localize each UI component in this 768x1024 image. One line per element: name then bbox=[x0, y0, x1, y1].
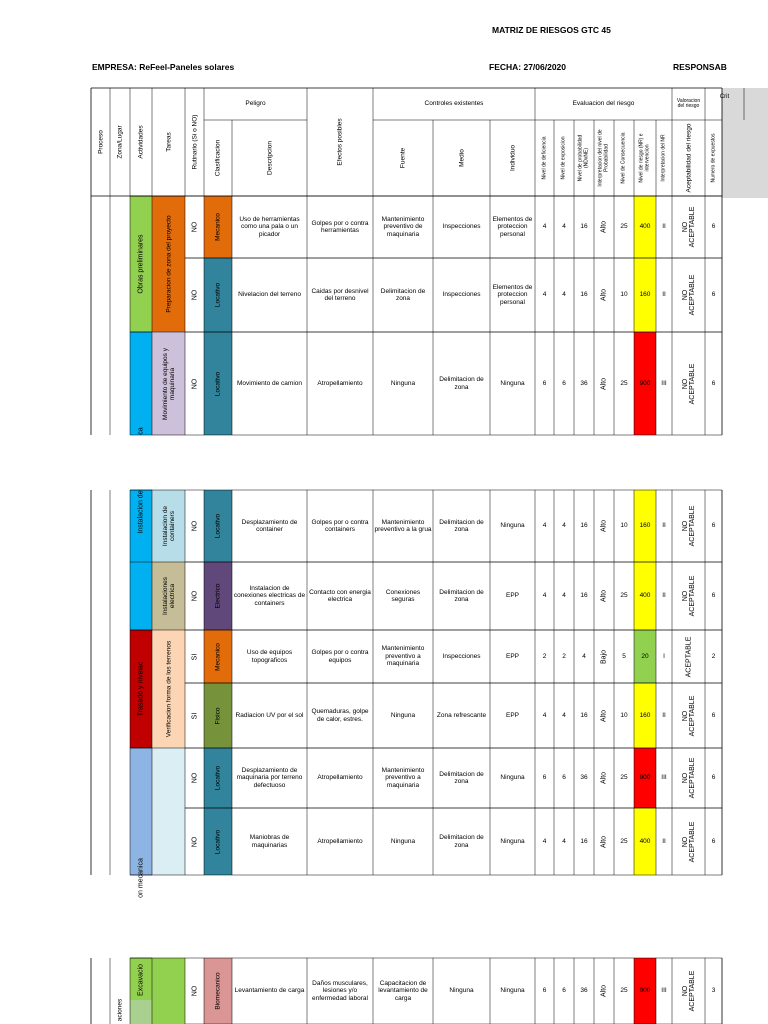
cell-text: on mecanica bbox=[137, 858, 145, 898]
cell-text: Ninguna bbox=[500, 987, 525, 995]
cell-text: III bbox=[661, 987, 667, 995]
cell-text: Radiacion UV por el sol bbox=[235, 711, 304, 719]
cell-text: Locativo bbox=[214, 513, 222, 539]
cell-text: Ninguna bbox=[390, 711, 416, 719]
cell-text: 4 bbox=[542, 291, 547, 299]
cell-text: 4 bbox=[542, 837, 547, 845]
cell-text: NO ACEPTABLE bbox=[681, 970, 696, 1012]
cell-text: Nivel de riesgo (NR) e intervencion bbox=[638, 133, 650, 183]
cell-text: II bbox=[662, 522, 666, 530]
cell-text: 4 bbox=[562, 592, 566, 600]
cell-text: 6 bbox=[711, 522, 716, 530]
cell-text: 16 bbox=[580, 223, 588, 231]
cell-text: 6 bbox=[562, 774, 566, 782]
cell-text: Instalacion de bbox=[137, 490, 145, 534]
cell-text: 5 bbox=[622, 652, 626, 660]
cell-text: 3 bbox=[711, 987, 716, 995]
cell-text: 10 bbox=[620, 522, 628, 530]
cell-text: Desplazamiento de container bbox=[241, 518, 298, 533]
cell-text: Controles existentes bbox=[424, 100, 484, 108]
cell-text: Locativo bbox=[214, 371, 222, 396]
cell-text: 25 bbox=[620, 592, 628, 600]
cell-text: 160 bbox=[639, 291, 651, 299]
cell-text: 25 bbox=[620, 774, 628, 782]
cell-text: Inspecciones bbox=[442, 291, 481, 299]
cell-text: 4 bbox=[562, 291, 566, 299]
cell-text: NO ACEPTABLE bbox=[681, 363, 696, 404]
cell-text: Instalacion de containers bbox=[161, 505, 176, 547]
cell-text: Alto bbox=[600, 984, 608, 998]
cell-text: Caidas por desnivel del terreno bbox=[311, 287, 369, 302]
cell-text: 900 bbox=[639, 379, 651, 387]
cell-text: Evaluacion del riesgo bbox=[572, 100, 635, 108]
cell-text: 6 bbox=[711, 774, 716, 782]
cell-text: 4 bbox=[542, 223, 547, 231]
cell-text: Atropellamiento bbox=[317, 774, 363, 782]
cell-text: 10 bbox=[620, 291, 628, 299]
cell-text: 400 bbox=[639, 837, 651, 845]
cell-text: Quemaduras, golpe de calor, estres. bbox=[311, 708, 369, 723]
cell-text: Instalacion de conexiones electricas de containers bbox=[233, 584, 306, 607]
cell-text: 6 bbox=[542, 774, 547, 782]
cell-text: 25 bbox=[620, 987, 628, 995]
cell-text: Descripcion bbox=[266, 141, 273, 175]
cell-text: Inspecciones bbox=[442, 652, 481, 660]
cell-text: 900 bbox=[639, 987, 651, 995]
cell-text: NO bbox=[191, 221, 198, 233]
cell-text: Electrico bbox=[214, 583, 222, 609]
cell-text: aciones bbox=[116, 998, 124, 1021]
cell-text: Alto bbox=[600, 771, 608, 785]
cell-text: 6 bbox=[542, 379, 547, 387]
cell-text: 4 bbox=[562, 711, 566, 719]
cell-text: Daños musculares, lesiones y/o enfermedad laboral bbox=[311, 979, 368, 1002]
cell-text: Golpes por o contra herramientas bbox=[311, 219, 369, 234]
cell-text: 16 bbox=[580, 837, 588, 845]
cell-text: 36 bbox=[580, 774, 588, 782]
cell-text: Delimitacion de zona bbox=[439, 588, 484, 603]
cell-text: Maniobras de maquinarias bbox=[249, 834, 290, 849]
cell-text: 16 bbox=[580, 291, 588, 299]
cell-text: NO ACEPTABLE bbox=[681, 757, 696, 799]
cell-text: Inspecciones bbox=[442, 223, 481, 231]
cell-text: Peligro bbox=[245, 100, 266, 108]
cell-text: Delimitacion de zona bbox=[380, 287, 426, 302]
cell-text: Verificacion forma de los terrenos bbox=[165, 640, 172, 738]
cell-text: Biomecanico bbox=[214, 972, 222, 1010]
cell-text: ACEPTABLE bbox=[685, 636, 692, 677]
cell-text: Mantenimiento preventivo de maquinaria bbox=[381, 215, 425, 238]
cell-text: Delimitacion de zona bbox=[439, 518, 484, 533]
cell-text: NO bbox=[191, 289, 198, 301]
cell-text: NO bbox=[191, 985, 198, 997]
cell-text: Atropellamiento bbox=[317, 379, 363, 387]
cell-text: III bbox=[661, 379, 667, 387]
cell-text: 16 bbox=[580, 522, 588, 530]
cell-text: Mantenimiento preventivo a maquinaria bbox=[381, 645, 425, 668]
cell-text: II bbox=[662, 291, 666, 299]
cell-text: I bbox=[663, 652, 665, 660]
cell-text: 4 bbox=[562, 837, 566, 845]
cell-text: Crit bbox=[719, 94, 730, 100]
cell-text: SI bbox=[191, 653, 198, 660]
cell-text: Nivel de Consecuencia bbox=[620, 132, 627, 184]
cell-text: Conexiones seguras bbox=[385, 588, 421, 603]
cell-text: 6 bbox=[711, 592, 716, 600]
cell-text: 4 bbox=[562, 223, 566, 231]
cell-text: 400 bbox=[639, 592, 651, 600]
cell-text: Ninguna bbox=[449, 987, 474, 995]
cell-text: II bbox=[662, 592, 666, 600]
cell-text: ca bbox=[137, 427, 145, 435]
cell-text: Nivel de deficiencia bbox=[540, 136, 547, 180]
cell-text: Fuente bbox=[399, 147, 407, 169]
cell-text: Medio bbox=[458, 149, 465, 167]
cell-text: Atropellamiento bbox=[317, 837, 363, 845]
cell-text: Preparacion de zona del proyecto bbox=[165, 215, 172, 313]
cell-text: Obras preliminares bbox=[137, 234, 145, 294]
cell-text: 2 bbox=[562, 652, 566, 660]
cell-text: II bbox=[662, 711, 666, 719]
cell-text: 10 bbox=[620, 711, 628, 719]
cell-text: Aceptabilidad del riesgo bbox=[685, 123, 692, 193]
cell-text: 400 bbox=[639, 223, 651, 231]
cell-text: 2 bbox=[711, 652, 716, 660]
cell-text: Golpes por o contra containers bbox=[311, 518, 369, 533]
cell-text: 6 bbox=[711, 711, 716, 719]
cell-text: Ninguna bbox=[500, 774, 525, 782]
cell-text: Mantenimiento preventivo a la grua bbox=[374, 518, 432, 533]
cell-text: NO ACEPTABLE bbox=[681, 505, 696, 547]
cell-text: Alto bbox=[600, 288, 608, 302]
cell-text: Delimitacion de zona bbox=[439, 834, 484, 849]
cell-text: Movimiento de camion bbox=[236, 379, 303, 387]
cell-text: Alto bbox=[600, 589, 608, 603]
cell-text: Uso de equipos topograficos bbox=[246, 649, 293, 664]
cell-text: 160 bbox=[639, 711, 651, 719]
cell-text: NO ACEPTABLE bbox=[681, 274, 696, 316]
cell-text: Elementos de proteccion personal bbox=[492, 215, 533, 238]
cell-text: Proceso bbox=[97, 130, 104, 154]
cell-text: Golpes por o contra equipos bbox=[311, 649, 369, 664]
cell-text: III bbox=[661, 774, 667, 782]
cell-text: Instalaciones electrica bbox=[161, 577, 176, 615]
cell-text: Individuo bbox=[509, 144, 516, 172]
cell-text: SI bbox=[191, 712, 198, 719]
cell-text: Alto bbox=[600, 835, 608, 848]
cell-text: NO ACEPTABLE bbox=[681, 695, 696, 736]
cell-text: 36 bbox=[580, 987, 588, 995]
cell-text: Locativo bbox=[214, 765, 222, 791]
cell-text: 6 bbox=[711, 291, 716, 299]
responsible-label: RESPONSAB bbox=[673, 62, 727, 72]
cell-text: NO ACEPTABLE bbox=[681, 206, 696, 248]
cell-text: Mecanico bbox=[214, 213, 222, 241]
cell-text: Valoracion del riesgo bbox=[676, 97, 701, 109]
cell-text: Alto bbox=[600, 220, 608, 234]
cell-text: 160 bbox=[639, 522, 651, 530]
cell-text: NO bbox=[191, 520, 198, 532]
document-title: MATRIZ DE RIESGOS GTC 45 bbox=[492, 25, 611, 35]
cell-text: EPP bbox=[505, 592, 519, 600]
cell-text: Mecanico bbox=[214, 642, 222, 671]
cell-text: NO ACEPTABLE bbox=[681, 821, 696, 862]
cell-text: 16 bbox=[580, 592, 588, 600]
cell-text: 6 bbox=[542, 987, 547, 995]
cell-text: Ninguna bbox=[500, 522, 525, 530]
cell-text: 4 bbox=[562, 522, 566, 530]
cell-text: Interpretacion del NR bbox=[660, 134, 667, 182]
cell-text: Actividades bbox=[137, 125, 145, 159]
cell-text: 900 bbox=[639, 774, 651, 782]
cell-text: 25 bbox=[620, 837, 628, 845]
cell-text: 6 bbox=[711, 379, 716, 387]
cell-text: Tareas bbox=[165, 132, 172, 152]
cell-text: Levantamiento de carga bbox=[234, 987, 305, 995]
cell-text: Movimiento de equipos y maquinaria bbox=[161, 347, 176, 420]
cell-text: Zona refrescante bbox=[436, 711, 487, 719]
cell-text: Alto bbox=[600, 709, 608, 722]
cell-text: NO bbox=[191, 772, 198, 784]
cell-text: EPP bbox=[505, 652, 519, 660]
cell-text: 36 bbox=[580, 379, 588, 387]
cell-text: Alto bbox=[600, 377, 608, 390]
cell-text: Uso de herramientas como una pala o un picador bbox=[239, 215, 300, 238]
cell-text: Nivelacion del terreno bbox=[238, 291, 301, 299]
cell-text: Fisico bbox=[214, 707, 222, 724]
cell-text: Locativo bbox=[214, 829, 222, 854]
cell-text: 4 bbox=[582, 652, 586, 660]
cell-text: Mantenimiento preventivo a maquinaria bbox=[381, 766, 425, 789]
cell-text: Efectos posibles bbox=[336, 118, 344, 166]
company-label: EMPRESA: ReFeel-Paneles solares bbox=[92, 62, 235, 72]
cell-text: Trasado y nivelac bbox=[137, 661, 145, 717]
cell-text: Zona/Lugar bbox=[116, 125, 124, 159]
cell-text: 6 bbox=[562, 987, 566, 995]
cell-text: Contacto con energia electrica bbox=[309, 588, 371, 603]
cell-text: Alto bbox=[600, 519, 608, 533]
cell-text: 16 bbox=[580, 711, 588, 719]
cell-text: 25 bbox=[620, 223, 628, 231]
cell-text: NO bbox=[191, 836, 198, 847]
cell-text: Bajo bbox=[600, 649, 608, 664]
cell-text: 6 bbox=[562, 379, 566, 387]
cell-text: NO bbox=[191, 590, 198, 602]
cell-text: 4 bbox=[542, 592, 547, 600]
cell-text: 20 bbox=[641, 652, 649, 660]
cell-text: 25 bbox=[620, 379, 628, 387]
cell-text: Ninguna bbox=[500, 837, 525, 845]
cell-text: Excavacio bbox=[137, 964, 145, 996]
cell-text: Delimitacion de zona bbox=[439, 770, 484, 785]
cell-text: 4 bbox=[542, 522, 547, 530]
cell-text: Rutinario (Si o NO) bbox=[191, 114, 198, 170]
cell-text: Locativo bbox=[214, 282, 222, 308]
cell-text: 6 bbox=[711, 223, 716, 231]
cell-text: II bbox=[662, 223, 666, 231]
cell-text: Delimitacion de zona bbox=[439, 376, 484, 391]
cell-text: Clasificacion bbox=[214, 139, 222, 177]
cell-text: Interpretacion del nivel de Probabilidad bbox=[597, 129, 609, 187]
cell-text: NO bbox=[191, 378, 198, 389]
cell-text: 6 bbox=[711, 837, 716, 845]
cell-text: EPP bbox=[505, 711, 519, 719]
cell-text: II bbox=[662, 837, 666, 845]
cell-text: Ninguna bbox=[390, 379, 416, 387]
cell-text: 4 bbox=[542, 711, 547, 719]
cell-text: NO ACEPTABLE bbox=[681, 575, 696, 617]
cell-text: Elementos de proteccion personal bbox=[492, 283, 533, 306]
date-label: FECHA: 27/06/2020 bbox=[489, 62, 567, 72]
cell-text: 2 bbox=[542, 652, 547, 660]
cell-text: Nivel de exposicion bbox=[560, 136, 567, 180]
cell-text: Numero de expuestos bbox=[710, 133, 716, 183]
cell-text: Ninguna bbox=[500, 379, 525, 387]
cell-text: Nivel de probabilidad (NDxNE) bbox=[577, 134, 589, 182]
cell-text: Ninguna bbox=[390, 837, 416, 845]
cell-text: Capacitacion de levantamiento de carga bbox=[378, 979, 428, 1002]
cell-text: Desplazamiento de maquinaria por terreno defectuoso bbox=[236, 766, 303, 789]
